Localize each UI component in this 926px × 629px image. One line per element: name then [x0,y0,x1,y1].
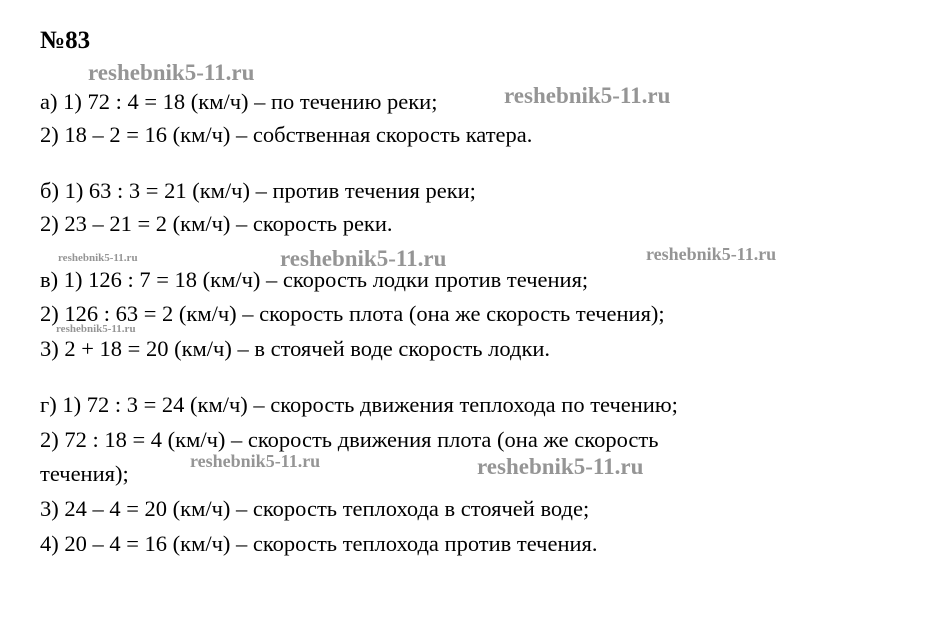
problem-number: №83 [40,27,91,54]
solution-line-v3: 3) 2 + 18 = 20 (км/ч) – в стоячей воде скорость лодки. [40,336,551,361]
solution-line-a2: 2) 18 – 2 = 16 (км/ч) – собственная скорость катера. [40,122,533,147]
watermark: reshebnik5-11.ru [504,83,671,108]
solution-line-b1: б) 1) 63 : 3 = 21 (км/ч) – против течения реки; [40,178,476,203]
watermark: reshebnik5-11.ru [190,451,321,471]
solution-line-v1: в) 1) 126 : 7 = 18 (км/ч) – скорость лодки против течения; [40,267,589,292]
solution-line-g2-cont: течения); [40,461,129,486]
solution-line-v2: 2) 126 : 63 = 2 (км/ч) – скорость плота (она же скорость течения); [40,301,665,326]
solution-line-g3: 3) 24 – 4 = 20 (км/ч) – скорость теплохода в стоячей воде; [40,496,590,521]
solution-line-g1: г) 1) 72 : 3 = 24 (км/ч) – скорость движения теплохода по течению; [40,392,678,417]
solution-line-b2: 2) 23 – 21 = 2 (км/ч) – скорость реки. [40,211,393,236]
watermark: reshebnik5-11.ru [477,454,644,479]
watermark: reshebnik5-11.ru [88,60,255,85]
solution-line-g4: 4) 20 – 4 = 16 (км/ч) – скорость теплохода против течения. [40,531,598,556]
watermark: reshebnik5-11.ru [646,244,777,264]
solution-line-g2: 2) 72 : 18 = 4 (км/ч) – скорость движения плота (она же скорость [40,427,659,452]
watermark: reshebnik5-11.ru [58,252,138,264]
watermark: reshebnik5-11.ru [56,323,136,335]
solution-line-a1: а) 1) 72 : 4 = 18 (км/ч) – по течению реки; [40,89,438,114]
watermark: reshebnik5-11.ru [280,246,447,271]
